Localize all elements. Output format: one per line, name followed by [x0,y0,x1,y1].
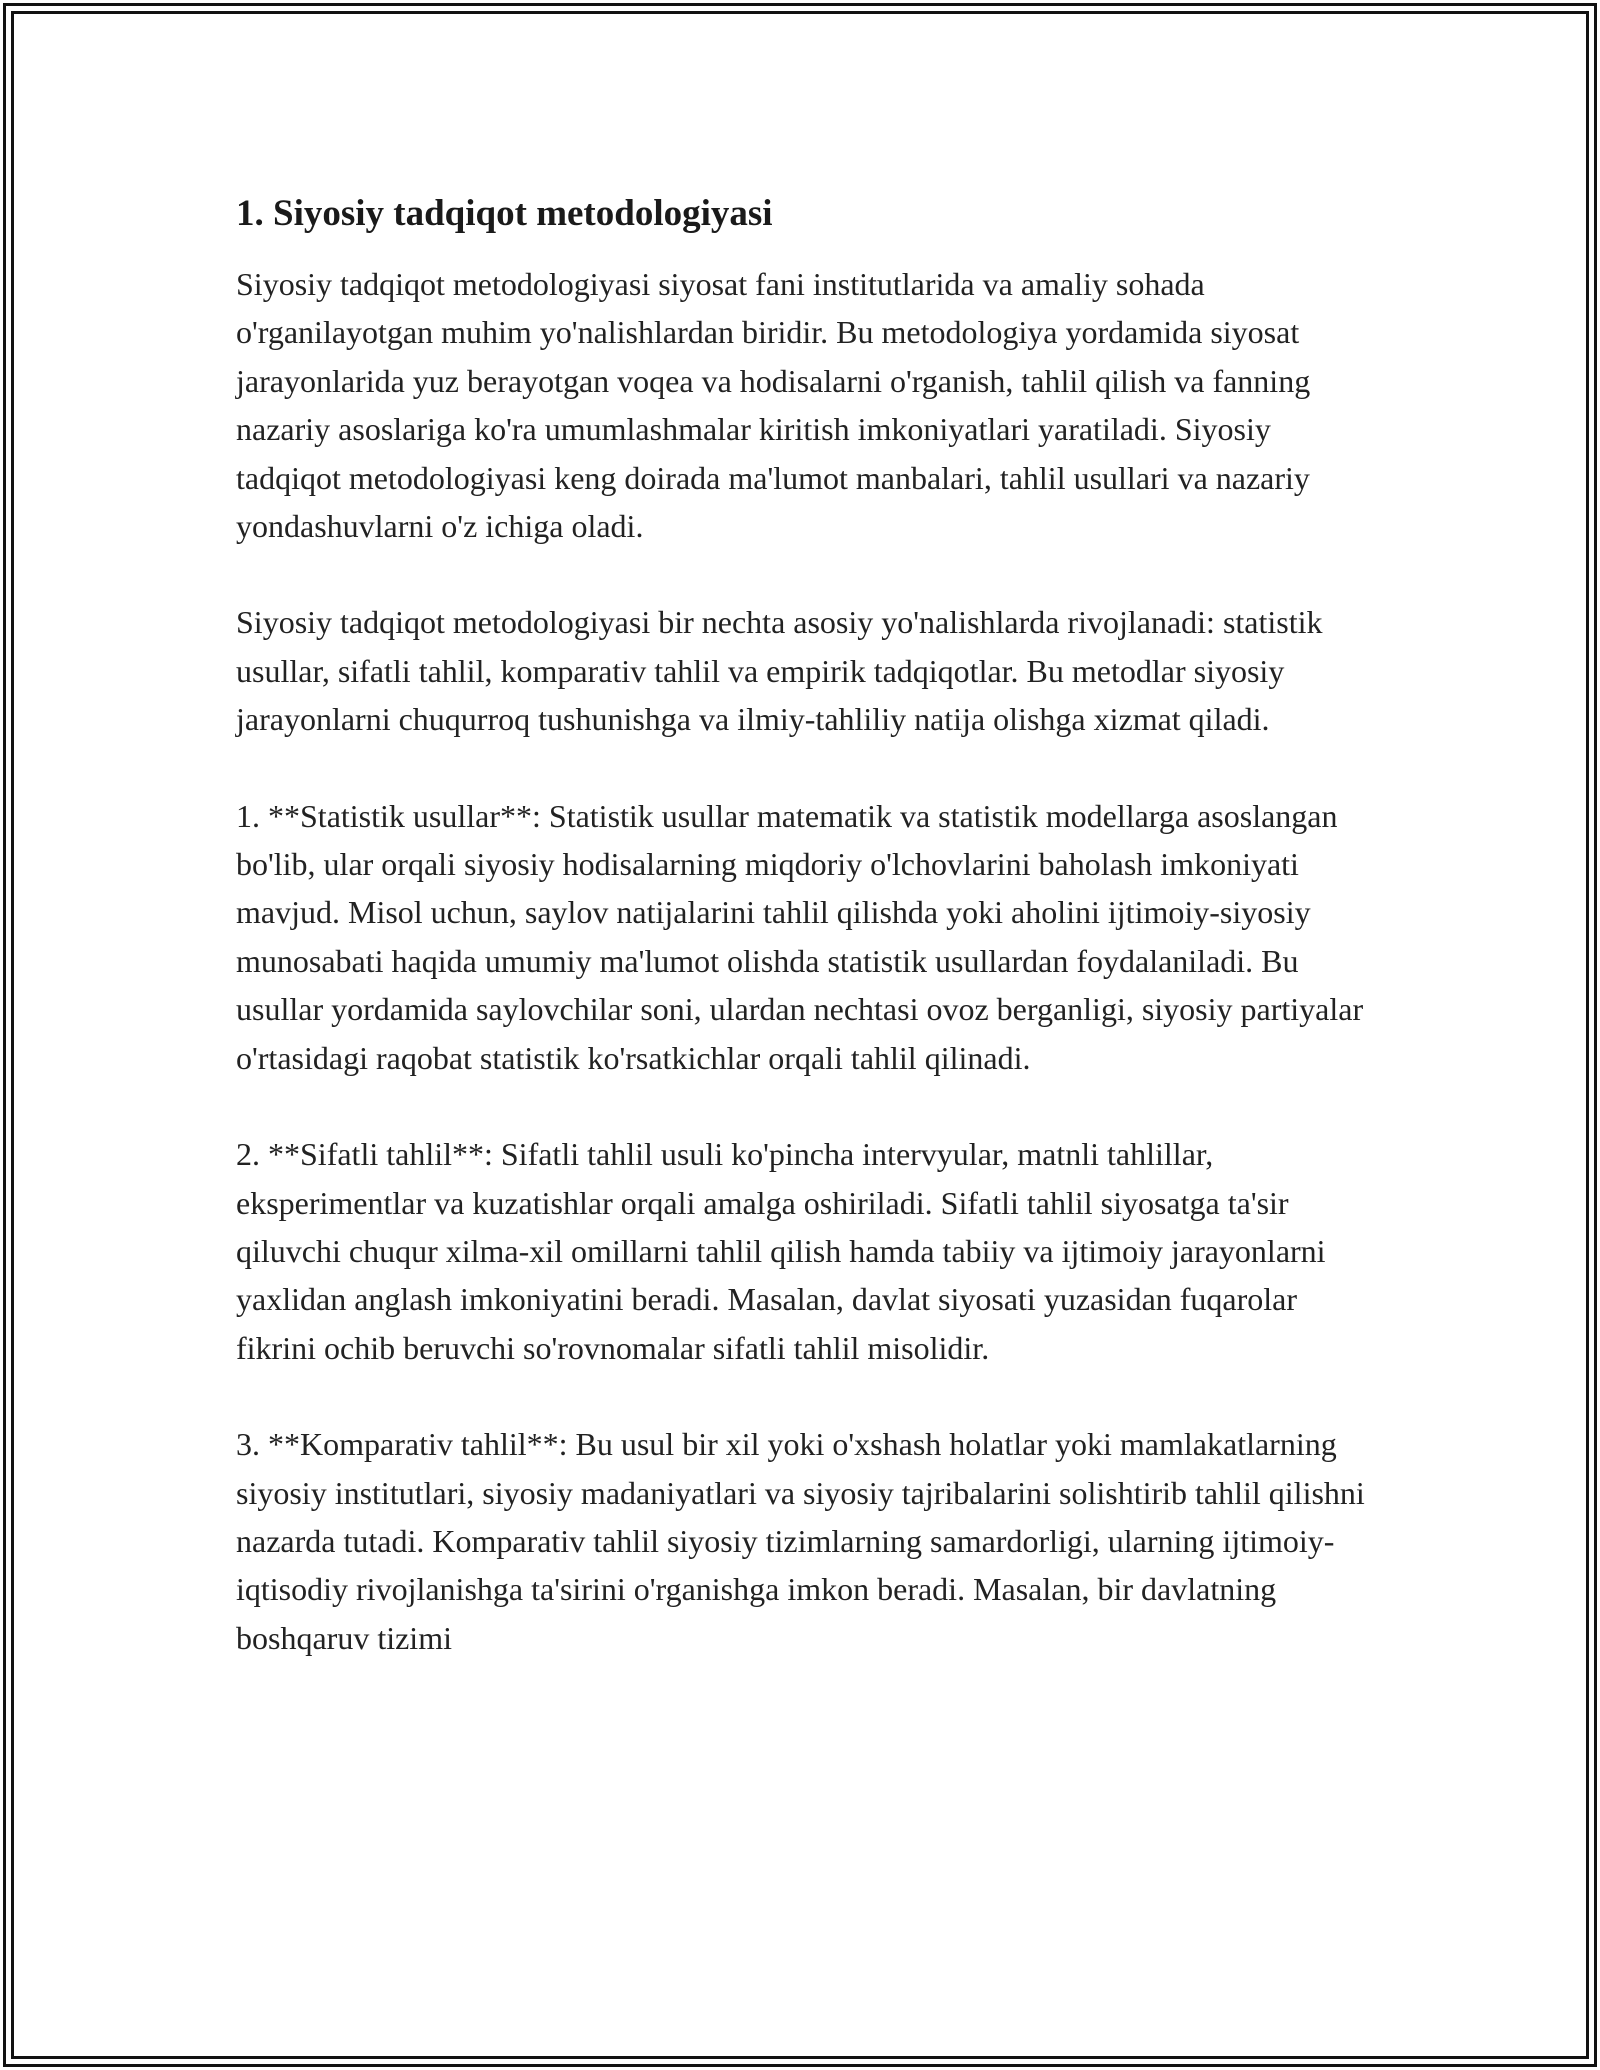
document-title: 1. Siyosiy tadqiqot metodologiyasi [236,193,773,234]
paragraph-intro: Siyosiy tadqiqot metodologiyasi siyosat fani institutlarida va amaliy sohada o'rganilayotgan muhim yo'nalishlardan biridir. Bu metodologiya yordamida siyosat jarayonlarida yuz berayotgan voqea va hodisalarni o'rganish, tahlil qilish va fanning nazariy asoslariga ko'ra umumlashmalar kiritish imkoniyatlari yaratiladi. Siyosiy tadqiqot metodologiyasi keng doirada ma'lumot manbalari, tahlil usullari va nazariy yondashuvlarni o'z ichiga oladi. [236,266,1311,545]
document-body [236,188,1366,1710]
paragraph-directions: Siyosiy tadqiqot metodologiyasi bir nechta asosiy yo'nalishlarda rivojlanadi: statistik usullar, sifatli tahlil, komparativ tahlil va empirik tadqiqotlar. Bu metodlar siyosiy jarayonlarni chuqurroq tushunishga va ilmiy-tahliliy natija olishga xizmat qiladi. [236,604,1323,738]
paragraph-qualitative-analysis: 2. **Sifatli tahlil**: Sifatli tahlil usuli ko'pincha intervyular, matnli tahlillar, eksperimentlar va kuzatishlar orqali amalga oshiriladi. Sifatli tahlil siyosatga ta'sir qiluvchi chuqur xilma-xil omillarni tahlil qilish hamda tabiiy va ijtimoiy jarayonlarni yaxlidan anglash imkoniyatini beradi. Masalan, davlat siyosati yuzasidan fuqarolar fikrini ochib beruvchi so'rovnomalar sifatli tahlil misolidir. [236,1136,1326,1366]
paragraph-statistical-methods: 1. **Statistik usullar**: Statistik usullar matematik va statistik modellarga asoslangan bo'lib, ular orqali siyosiy hodisalarning miqdoriy o'lchovlarini baholash imkoniyati mavjud. Misol uchun, saylov natijalarini tahlil qilishda yoki aholini ijtimoiy-siyosiy munosabati haqida umumiy ma'lumot olishda statistik usullardan foydalaniladi. Bu usullar yordamida saylovchilar soni, ulardan nechtasi ovoz berganligi, siyosiy partiyalar o'rtasidagi raqobat statistik ko'rsatkichlar orqali tahlil qilinadi. [236,797,1364,1076]
paragraph-comparative-analysis: 3. **Komparativ tahlil**: Bu usul bir xil yoki o'xshash holatlar yoki mamlakatlarning siyosiy institutlari, siyosiy madaniyatlari va siyosiy tajribalarini solishtirib tahlil qilishni nazarda tutadi. Komparativ tahlil siyosiy tizimlarning samardorligi, ularning ijtimoiy-iqtisodiy rivojlanishga ta'sirini o'rganishga imkon beradi. Masalan, bir davlatning boshqaruv tizimi [236,1426,1365,1656]
